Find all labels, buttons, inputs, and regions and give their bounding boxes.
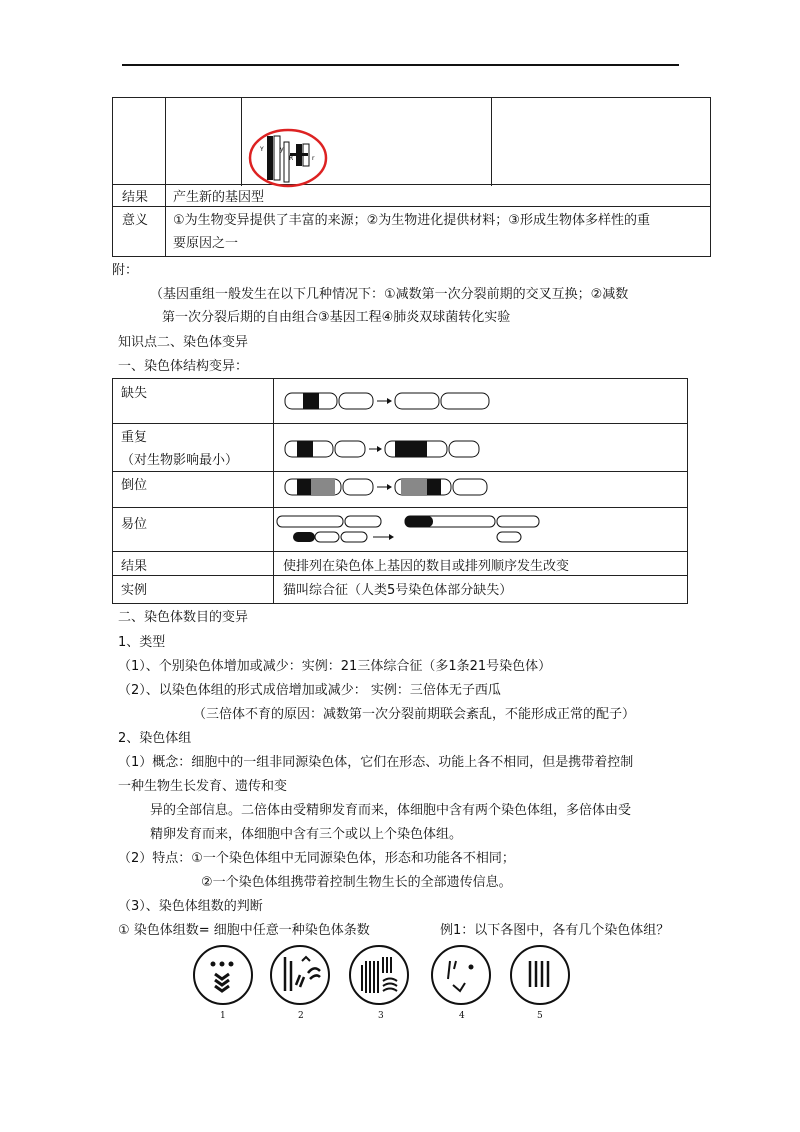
row-divider — [113, 471, 687, 472]
part-title: 二、染色体数目的变异 — [118, 610, 249, 625]
concept-text: （1）概念：细胞中的一组非同源染色体，它们在形态、功能上各不相同，但是携带着控制 — [118, 755, 634, 770]
col-divider — [241, 98, 242, 186]
figure-number: 1 — [220, 1011, 226, 1021]
row-text-result: 使排列在染色体上基因的数目或排列顺序发生改变 — [283, 559, 570, 574]
appendix-text: 第一次分裂后期的自由组合③基因工程④肺炎双球菌转化实验 — [162, 310, 511, 325]
type-item: （1）、个别染色体增加或减少：实例：21三体综合征（多1条21号染色体） — [118, 659, 552, 674]
crossover-figure — [248, 124, 338, 188]
allele-label: Y — [260, 146, 264, 153]
header-rule — [122, 64, 679, 66]
structure-variation-table — [112, 378, 688, 604]
row-divider — [113, 184, 710, 185]
row-divider — [113, 575, 687, 576]
rule-text: ① 染色体组数= 细胞中任意一种染色体条数 — [118, 923, 370, 938]
type-note: （三倍体不育的原因：减数第一次分裂前期联会紊乱，不能形成正常的配子） — [193, 707, 636, 722]
result-label: 结果 — [122, 190, 149, 205]
row-note: （对生物影响最小） — [121, 453, 239, 468]
figure-number: 4 — [459, 1011, 465, 1021]
appendix-text: （基因重组一般发生在以下几种情况下：①减数第一次分裂前期的交叉互换；②减数 — [150, 287, 629, 302]
cell-figure-4 — [431, 945, 491, 1005]
feature-text: （2）特点：①一个染色体组中无同源染色体，形态和功能各不相同； — [118, 851, 515, 866]
figure-number: 2 — [298, 1011, 304, 1021]
deletion-diagram — [283, 390, 503, 414]
meaning-text: ①为生物变异提供了丰富的来源；②为生物进化提供材料；③形成生物体多样性的重 — [173, 213, 650, 228]
inversion-diagram — [283, 476, 513, 500]
recombination-table — [112, 97, 711, 257]
concept-text: 异的全部信息。二倍体由受精卵发育而来，体细胞中含有两个染色体组，多倍体由受 — [150, 803, 632, 818]
row-label-translocation: 易位 — [121, 517, 148, 532]
figure-number: 5 — [537, 1011, 543, 1021]
col-divider — [491, 98, 492, 186]
type-title: 1、类型 — [118, 635, 166, 650]
concept-text: 一种生物生长发育、遗传和变 — [118, 779, 288, 794]
row-divider — [113, 206, 710, 207]
row-divider — [113, 507, 687, 508]
subsection-title: 一、染色体结构变异： — [118, 359, 249, 374]
result-text: 产生新的基因型 — [173, 190, 265, 205]
section-title: 知识点二、染色体变异 — [118, 335, 249, 350]
group-title: 2、染色体组 — [118, 731, 192, 746]
row-label-deletion: 缺失 — [121, 386, 148, 401]
appendix-label: 附： — [112, 263, 139, 278]
type-item: （2）、以染色体组的形式成倍增加或减少： 实例：三倍体无子西瓜 — [118, 683, 501, 698]
row-label-result: 结果 — [121, 559, 148, 574]
row-divider — [113, 423, 687, 424]
translocation-diagram — [275, 513, 565, 549]
row-label-inversion: 倒位 — [121, 478, 148, 493]
col-divider — [273, 379, 274, 603]
cell-figure-1 — [193, 945, 253, 1005]
judge-title: （3）、染色体组数的判断 — [118, 899, 263, 914]
row-text-example: 猫叫综合征（人类5号染色体部分缺失） — [283, 583, 513, 598]
duplication-diagram — [283, 438, 513, 462]
cell-figure-2 — [270, 945, 330, 1005]
row-divider — [113, 551, 687, 552]
col-divider — [165, 98, 166, 256]
cell-figure-3 — [349, 945, 409, 1005]
cell-figure-5 — [510, 945, 570, 1005]
allele-label: R — [289, 155, 294, 162]
row-label-duplication: 重复 — [121, 430, 148, 445]
allele-label: r — [312, 155, 315, 162]
row-label-example: 实例 — [121, 583, 148, 598]
allele-label: y — [280, 146, 284, 153]
meaning-label: 意义 — [122, 213, 149, 228]
figure-number: 3 — [378, 1011, 384, 1021]
example-text: 例1：以下各图中，各有几个染色体组？ — [440, 923, 670, 938]
concept-text: 精卵发育而来，体细胞中含有三个或以上个染色体组。 — [150, 827, 463, 842]
feature-text: ②一个染色体组携带着控制生物生长的全部遗传信息。 — [201, 875, 512, 890]
meaning-text: 要原因之一 — [173, 236, 239, 251]
